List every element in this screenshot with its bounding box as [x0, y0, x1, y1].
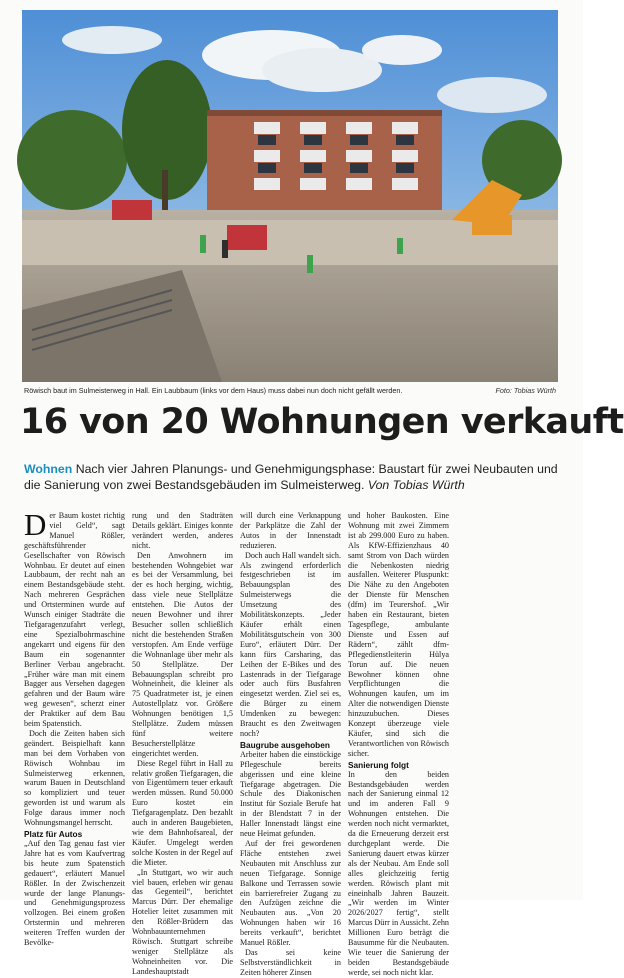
deck-kicker: Wohnen — [24, 462, 73, 476]
paragraph: Das sei keine Selbstverständlichkeit in Zeiten höherer Zinsen — [240, 947, 341, 977]
deck-text: Nach vier Jahren Planungs- und Genehmigungsphase: Baustart für zwei Neubauten und die Sanierung von zwei Bestandsgebäuden im Sulmeisterweg. — [24, 462, 558, 492]
paragraph: und hoher Baukosten. Eine Wohnung mit zwei Zimmern ist ab 299.000 Euro zu haben. Als KfW-Effizienzhaus 40 samt Strom von Dach würden die Nebenkosten niedrig ausfallen. Weiterer Pluspunkt: Die Nähe zu den Angeboten der Dienste für Menschen (dfm) im Teurershof. „Wir haben ein Restaurant, bieten Tagespflege, ambulante Dienste und Essen auf Rädern“, zählt dfm-Pflegedienstleiterin Hülya Torun auf. Die neuen Bewohner können ohne Verpflichtungen die Wohnungen kaufen, um im Alter die notwendigen Dienste hinzuzubuchen. Dieses Konzept überzeuge viele Käufer, sind sich die Verantwortlichen von Röwisch sicher. — [348, 511, 449, 758]
photo-credit: Foto: Tobias Würth — [495, 386, 556, 395]
paragraph: Doch die Zeiten haben sich geändert. Beispielhaft kann man bei dem Vorhaben von Röwisch Wohnbau im Sulmeisterweg erkennen, warum Bauen in Deutschland so kompliziert und teuer geworden ist und warum als Folge daraus immer noch Wohnungsmangel herrscht. — [24, 728, 125, 828]
subheading: Platz für Autos — [24, 829, 83, 839]
paragraph: „In Stuttgart, wo wir auch viel bauen, erleben wir genau das Gegenteil“, berichtet Marcus Dürr. Der ehemalige Hotelier leitet zusammen mit den Rößler-Brüdern das Wohnbauunternehmen Röwisch. Stuttgart schreibe weniger Stellplätze als Wohneinheiten vor. Die Landeshauptstadt — [132, 867, 233, 976]
paragraph: rung und den Stadträten Details geklärt. Einiges konnte verändert werden, anderes nicht. — [132, 511, 233, 550]
article-body — [24, 507, 559, 977]
paragraph: Den Anwohnern im bestehenden Wohngebiet war es bei der Versammlung, bei der es hoch herging, wichtig, dass viele neue Stellplätze entstehen. Die Autos der neuen Bewohner und ihrer Besucher sollen schließlich nicht die bestehenden Straßen verstopfen. Am Ende verfüge die Wohnanlage über mehr als 50 Stellplätze. Der Bebauungsplan schreibt pro Wohneinheit, die kleiner als 75 Quadratmeter ist, je einen Autostellplatz vor. Größere Wohnungen benötigen 1,5 Stellplätze. Zudem müssen fünf weitere Besucherstellplätze eingerichtet werden. — [132, 550, 233, 758]
article-photo — [22, 10, 558, 382]
caption-text: Röwisch baut im Sulmeisterweg in Hall. Ein Laubbaum (links vor dem Haus) muss dabei nun doch nicht gefällt werden. — [24, 386, 403, 395]
construction-site-photo — [22, 10, 558, 382]
paragraph: Arbeiter haben die einstöckige Pflegeschule bereits abgerissen und eine kleine Tiefgarage abgetragen. Die Schule des Diakonischen Institut für Soziale Berufe hat in der Blendstatt 7 in der Haller Innenstadt längst eine neue Heimat gefunden. — [240, 749, 341, 839]
paragraph: Auf der frei gewordenen Fläche entstehen zwei Neubauten mit Anschluss zur neuen Tiefgarage. Sonnige Balkone und Terrassen sowie ein barrierefreier Zugang zu den Aufzügen zeichne die Neubauten aus. „Von 20 Wohnungen haben wir 16 bereits verkauft“, berichtet Manuel Rößler. — [240, 839, 341, 948]
subheading: Baugrube ausgehoben — [240, 739, 330, 750]
paragraph: will durch eine Verknappung der Parkplätze die Zahl der Autos in der Innenstadt reduzieren. — [240, 511, 341, 550]
subheading: Sanierung folgt — [348, 759, 409, 770]
photo-caption — [24, 386, 556, 398]
paragraph — [24, 507, 125, 729]
deck-author: Von Tobias Würth — [367, 478, 465, 492]
body-column-3 — [240, 511, 341, 977]
paragraph: In den beiden Bestandsgebäuden werden nach der Sanierung einmal 12 und im anderen Fall 9 Wohnungen entstehen. Die werden noch nicht vermarktet, da die Erneuerung derzeit erst durchgeplant werde. Die Sanierung dauert etwas kürzer als der Neubau. Am Ende soll alles gleichzeitig fertig werden. Röwisch plant mit eineinhalb Jahren Bauzeit. „Wir werden im Winter 2026/2027 fertig“, stellt Marcus Dürr in Aussicht. Zehn Millionen Euro beträgt die Bausumme für die Neubauten. Wie teuer die Sanierung der beiden Bestandsgebäude werde, sei noch nicht klar. — [348, 769, 449, 977]
paragraph: Diese Regel führt in Hall zu relativ großen Tiefgaragen, die von Eigentümern teuer erkauft werden müssen. Rund 50.000 Euro kostet ein Tiefgaragenplatz. Den bezahlt auch in anderen Baugebieten, wie dem Bahnhofsareal, der Käufer. Umgelegt werden solche Kosten in der Regel auf die Mieter. — [132, 758, 233, 867]
body-column-4 — [348, 511, 449, 977]
body-column-1 — [24, 507, 125, 948]
paragraph: „Auf den Tag genau fast vier Jahre hat es vom Kaufvertrag bis heute zum Spatenstich gedauert“, erläutert Manuel Rößler. In der Zwischenzeit wurde der lange Planungs- und Genehmigungsprozess vollzogen. Bei einem großen Ortstermin und mehreren weiteren Treffen wurden der Bevölke- — [24, 839, 125, 948]
article-deck — [24, 461, 559, 493]
paragraph-text: er Baum kostet richtig viel Geld“, sagt Manuel Rößler, geschäftsführender Gesellschafter von Röwisch Wohnbau. Er deutet auf einen Laubbaum, der recht nah an einem Bestandsgebäude steht. Nach mehreren Gesprächen und Ortsterminen wurde auf Wunsch einiger Stadträte die Tiefgaragenzufahrt verlegt, eine Spezialbohrmaschine angekarrt und eigens für den Baum ein sogenannter Berliner Verbau angebracht. „Früher wäre man mit einem Bagger aus Versehen dagegen gefahren und der Baum wäre weg gewesen“, scherzt einer der Praktiker auf dem Bau beim Spatenstich. — [24, 511, 125, 729]
article-headline: 16 von 20 Wohnungen verkauft — [20, 402, 624, 442]
drop-cap: D — [24, 507, 47, 542]
body-column-2 — [132, 511, 233, 976]
paragraph: Doch auch Hall wandelt sich. Als zwingend erforderlich festgeschrieben ist im Bebauungsplan des Sulmeisterwegs die Umsetzung des Mobilitätskonzepts. „Jeder Käufer erhält einen Mobilitätsgutschein von 300 Euro“, erläutert Dürr. Der kann fürs Carsharing, das Leihen der E-Bikes und des Lastenrads in der Tiefgarage oder auch fürs Busfahren eingesetzt werden. Ziel sei es, die Bürger zu einem Umdenken zu bewegen: Braucht es den Zweitwagen noch? — [240, 550, 341, 738]
